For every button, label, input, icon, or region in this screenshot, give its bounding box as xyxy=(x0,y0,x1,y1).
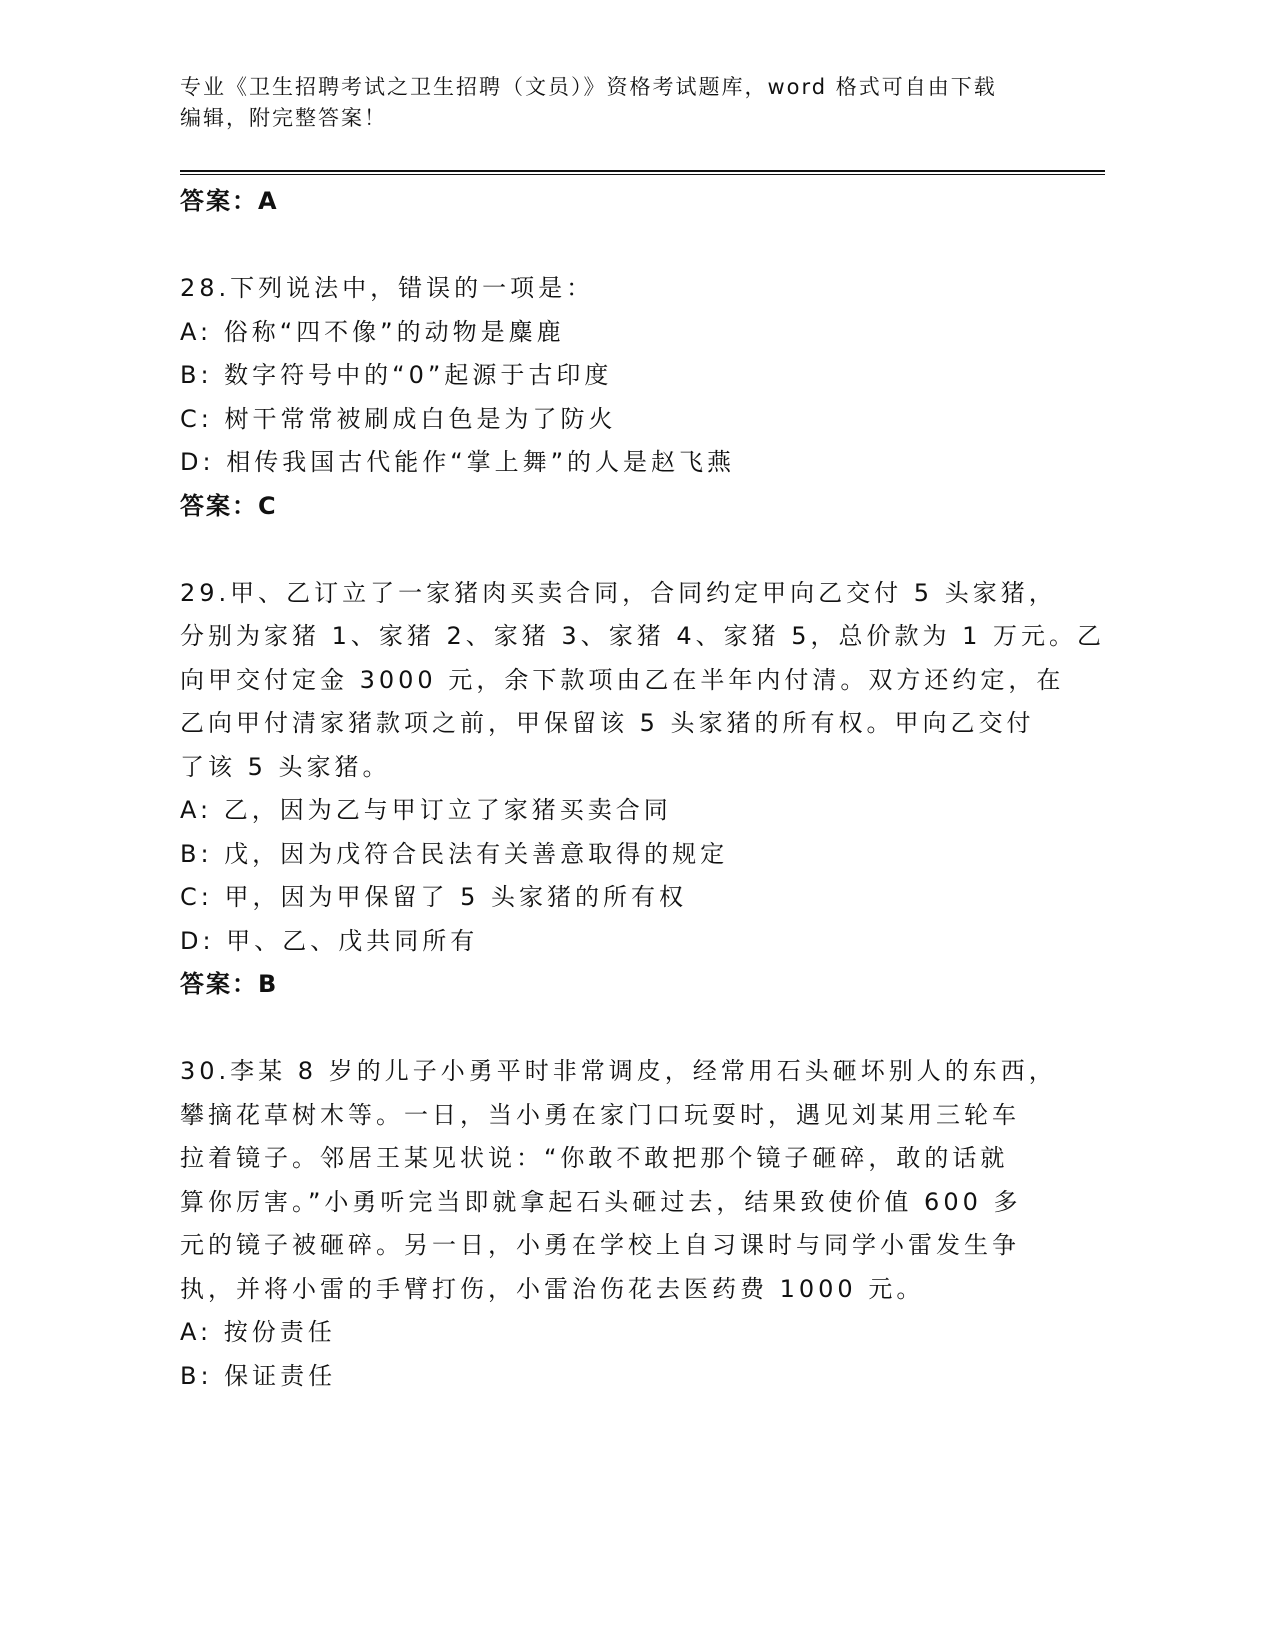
question-text: 乙向甲付清家猪款项之前，甲保留该 5 头家猪的所有权。甲向乙交付 xyxy=(180,709,1035,737)
option-c: C: 树干常常被刷成白色是为了防火 xyxy=(180,404,617,433)
header-rule xyxy=(180,170,1105,172)
question-text: 了该 5 头家猪。 xyxy=(180,752,391,781)
question-text: 拉着镜子。邻居王某见状说：“你敢不敢把那个镜子砸碎，敢的话就 xyxy=(180,1144,1009,1172)
answer-27: 答案：A xyxy=(180,187,279,215)
question-text: 28.下列说法中，错误的一项是： xyxy=(180,274,595,302)
document-body xyxy=(180,180,1130,1398)
header-line: 专业《卫生招聘考试之卫生招聘（文员）》资格考试题库，word 格式可自由下载 xyxy=(180,75,997,99)
header-rule xyxy=(180,174,1105,175)
question-28 xyxy=(180,267,1130,528)
option-c: C: 甲，因为甲保留了 5 头家猪的所有权 xyxy=(180,883,687,911)
answer: 答案：B xyxy=(180,970,279,998)
option-a: A: 俗称“四不像”的动物是麋鹿 xyxy=(180,317,565,346)
question-text: 执，并将小雷的手臂打伤，小雷治伤花去医药费 1000 元。 xyxy=(180,1274,925,1303)
document-header xyxy=(180,72,1120,134)
option-d: D: 相传我国古代能作“掌上舞”的人是赵飞燕 xyxy=(180,448,736,476)
question-text: 分别为家猪 1、家猪 2、家猪 3、家猪 4、家猪 5，总价款为 1 万元。乙 xyxy=(180,622,1106,650)
option-b: B: 保证责任 xyxy=(180,1361,337,1390)
question-text: 攀摘花草树木等。一日，当小勇在家门口玩耍时，遇见刘某用三轮车 xyxy=(180,1100,1020,1129)
question-30 xyxy=(180,1050,1130,1398)
question-text: 元的镜子被砸碎。另一日，小勇在学校上自习课时与同学小雷发生争 xyxy=(180,1231,1020,1259)
question-text: 30.李某 8 岁的儿子小勇平时非常调皮，经常用石头砸坏别人的东西， xyxy=(180,1057,1057,1085)
header-line: 编辑，附完整答案！ xyxy=(180,106,387,130)
question-29 xyxy=(180,572,1130,1007)
option-a: A: 按份责任 xyxy=(180,1318,336,1346)
option-d: D: 甲、乙、戊共同所有 xyxy=(180,926,479,955)
question-text: 29.甲、乙订立了一家猪肉买卖合同，合同约定甲向乙交付 5 头家猪， xyxy=(180,578,1057,607)
option-b: B: 戊，因为戊符合民法有关善意取得的规定 xyxy=(180,839,729,868)
answer: 答案：C xyxy=(180,491,278,520)
option-a: A: 乙，因为乙与甲订立了家猪买卖合同 xyxy=(180,796,672,824)
question-text: 算你厉害。”小勇听完当即就拿起石头砸过去，结果致使价值 600 多 xyxy=(180,1187,1022,1216)
option-b: B: 数字符号中的“0”起源于古印度 xyxy=(180,361,613,389)
question-text: 向甲交付定金 3000 元，余下款项由乙在半年内付清。双方还约定，在 xyxy=(180,665,1065,694)
